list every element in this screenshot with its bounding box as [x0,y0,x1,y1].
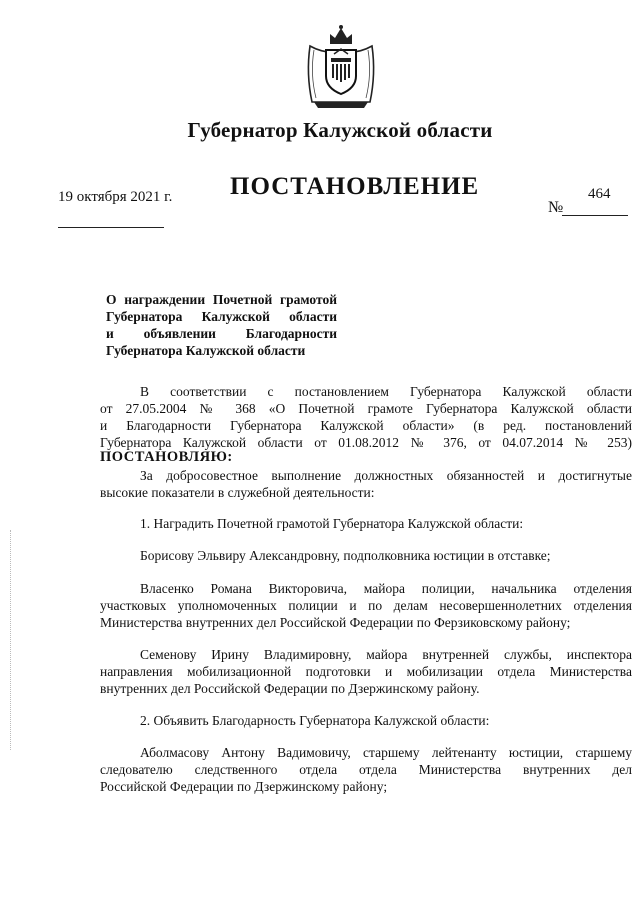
awardee-line: Министерства внутренних дел Российской Федерации по Ферзиковскому району; [100,615,571,630]
authority-title: Губернатор Калужской области [187,118,493,142]
awardee-1 [100,547,632,564]
preamble-line: Губернатора Калужской области от 01.08.2012 № 376, от 04.07.2014 № 253) [100,435,632,450]
subject-line: Губернатора Калужской области [106,309,337,324]
awardee-line: Борисову Эльвиру Александровну, подполковника юстиции в отставке; [140,548,551,563]
preamble-paragraph [100,383,632,451]
scan-margin-marks [10,530,13,750]
thanked-line: следователю следственного отдела отдела Министерства внутренних дел [100,762,632,777]
item-2-text: 2. Объявить Благодарность Губернатора Калужской области: [140,713,490,728]
subject-line: О награждении Почетной грамотой [106,292,337,307]
intro-line: За добросовестное выполнение должностных обязанностей и достигнутые [140,468,632,483]
preamble-line: от 27.05.2004 № 368 «О Почетной грамоте Губернатора Калужской области [100,401,632,416]
item-2-heading [100,712,632,729]
document-type-title: ПОСТАНОВЛЕНИЕ [230,173,480,200]
item-1-heading [100,515,632,532]
awardee-line: участковых уполномоченных полиции и по делам несовершеннолетних отделения [100,598,632,613]
awardee-line: Семенову Ирину Владимировну, майора внутренней службы, инспектора [140,647,632,662]
coat-of-arms-icon [300,24,382,110]
subject-line: Губернатора Калужской области [106,343,306,358]
thanked-person-1 [100,744,632,795]
awardee-line: Власенко Романа Викторовича, майора полиции, начальника отделения [140,581,632,596]
preamble-line: и Благодарности Губернатора Калужской области» (в ред. постановлений [100,418,632,433]
number-sign: № [548,199,564,216]
document-subject [106,291,337,359]
thanked-line: Аболмасову Антону Вадимовичу, старшему лейтенанту юстиции, старшему [140,745,632,760]
decree-word: ПОСТАНОВЛЯЮ: [100,449,233,465]
item-1-text: 1. Наградить Почетной грамотой Губернатора Калужской области: [140,516,524,531]
intro-line: высокие показатели в служебной деятельности: [100,485,375,500]
preamble-line: В соответствии с постановлением Губернатора Калужской области [140,384,632,399]
document-date: 19 октября 2021 г. [58,189,173,205]
number-underline [562,215,628,216]
subject-line: и объявлении Благодарности [106,326,337,341]
awardee-line: внутренних дел Российской Федерации по Дзержинскому району. [100,681,480,696]
document-number: 464 [588,186,611,202]
date-underline [58,227,164,228]
intro-paragraph [100,467,632,501]
awardee-line: направления мобилизационной подготовки и мобилизации отдела Министерства [100,664,632,679]
thanked-line: Российской Федерации по Дзержинскому району; [100,779,388,794]
awardee-3 [100,646,632,697]
awardee-2 [100,580,632,631]
